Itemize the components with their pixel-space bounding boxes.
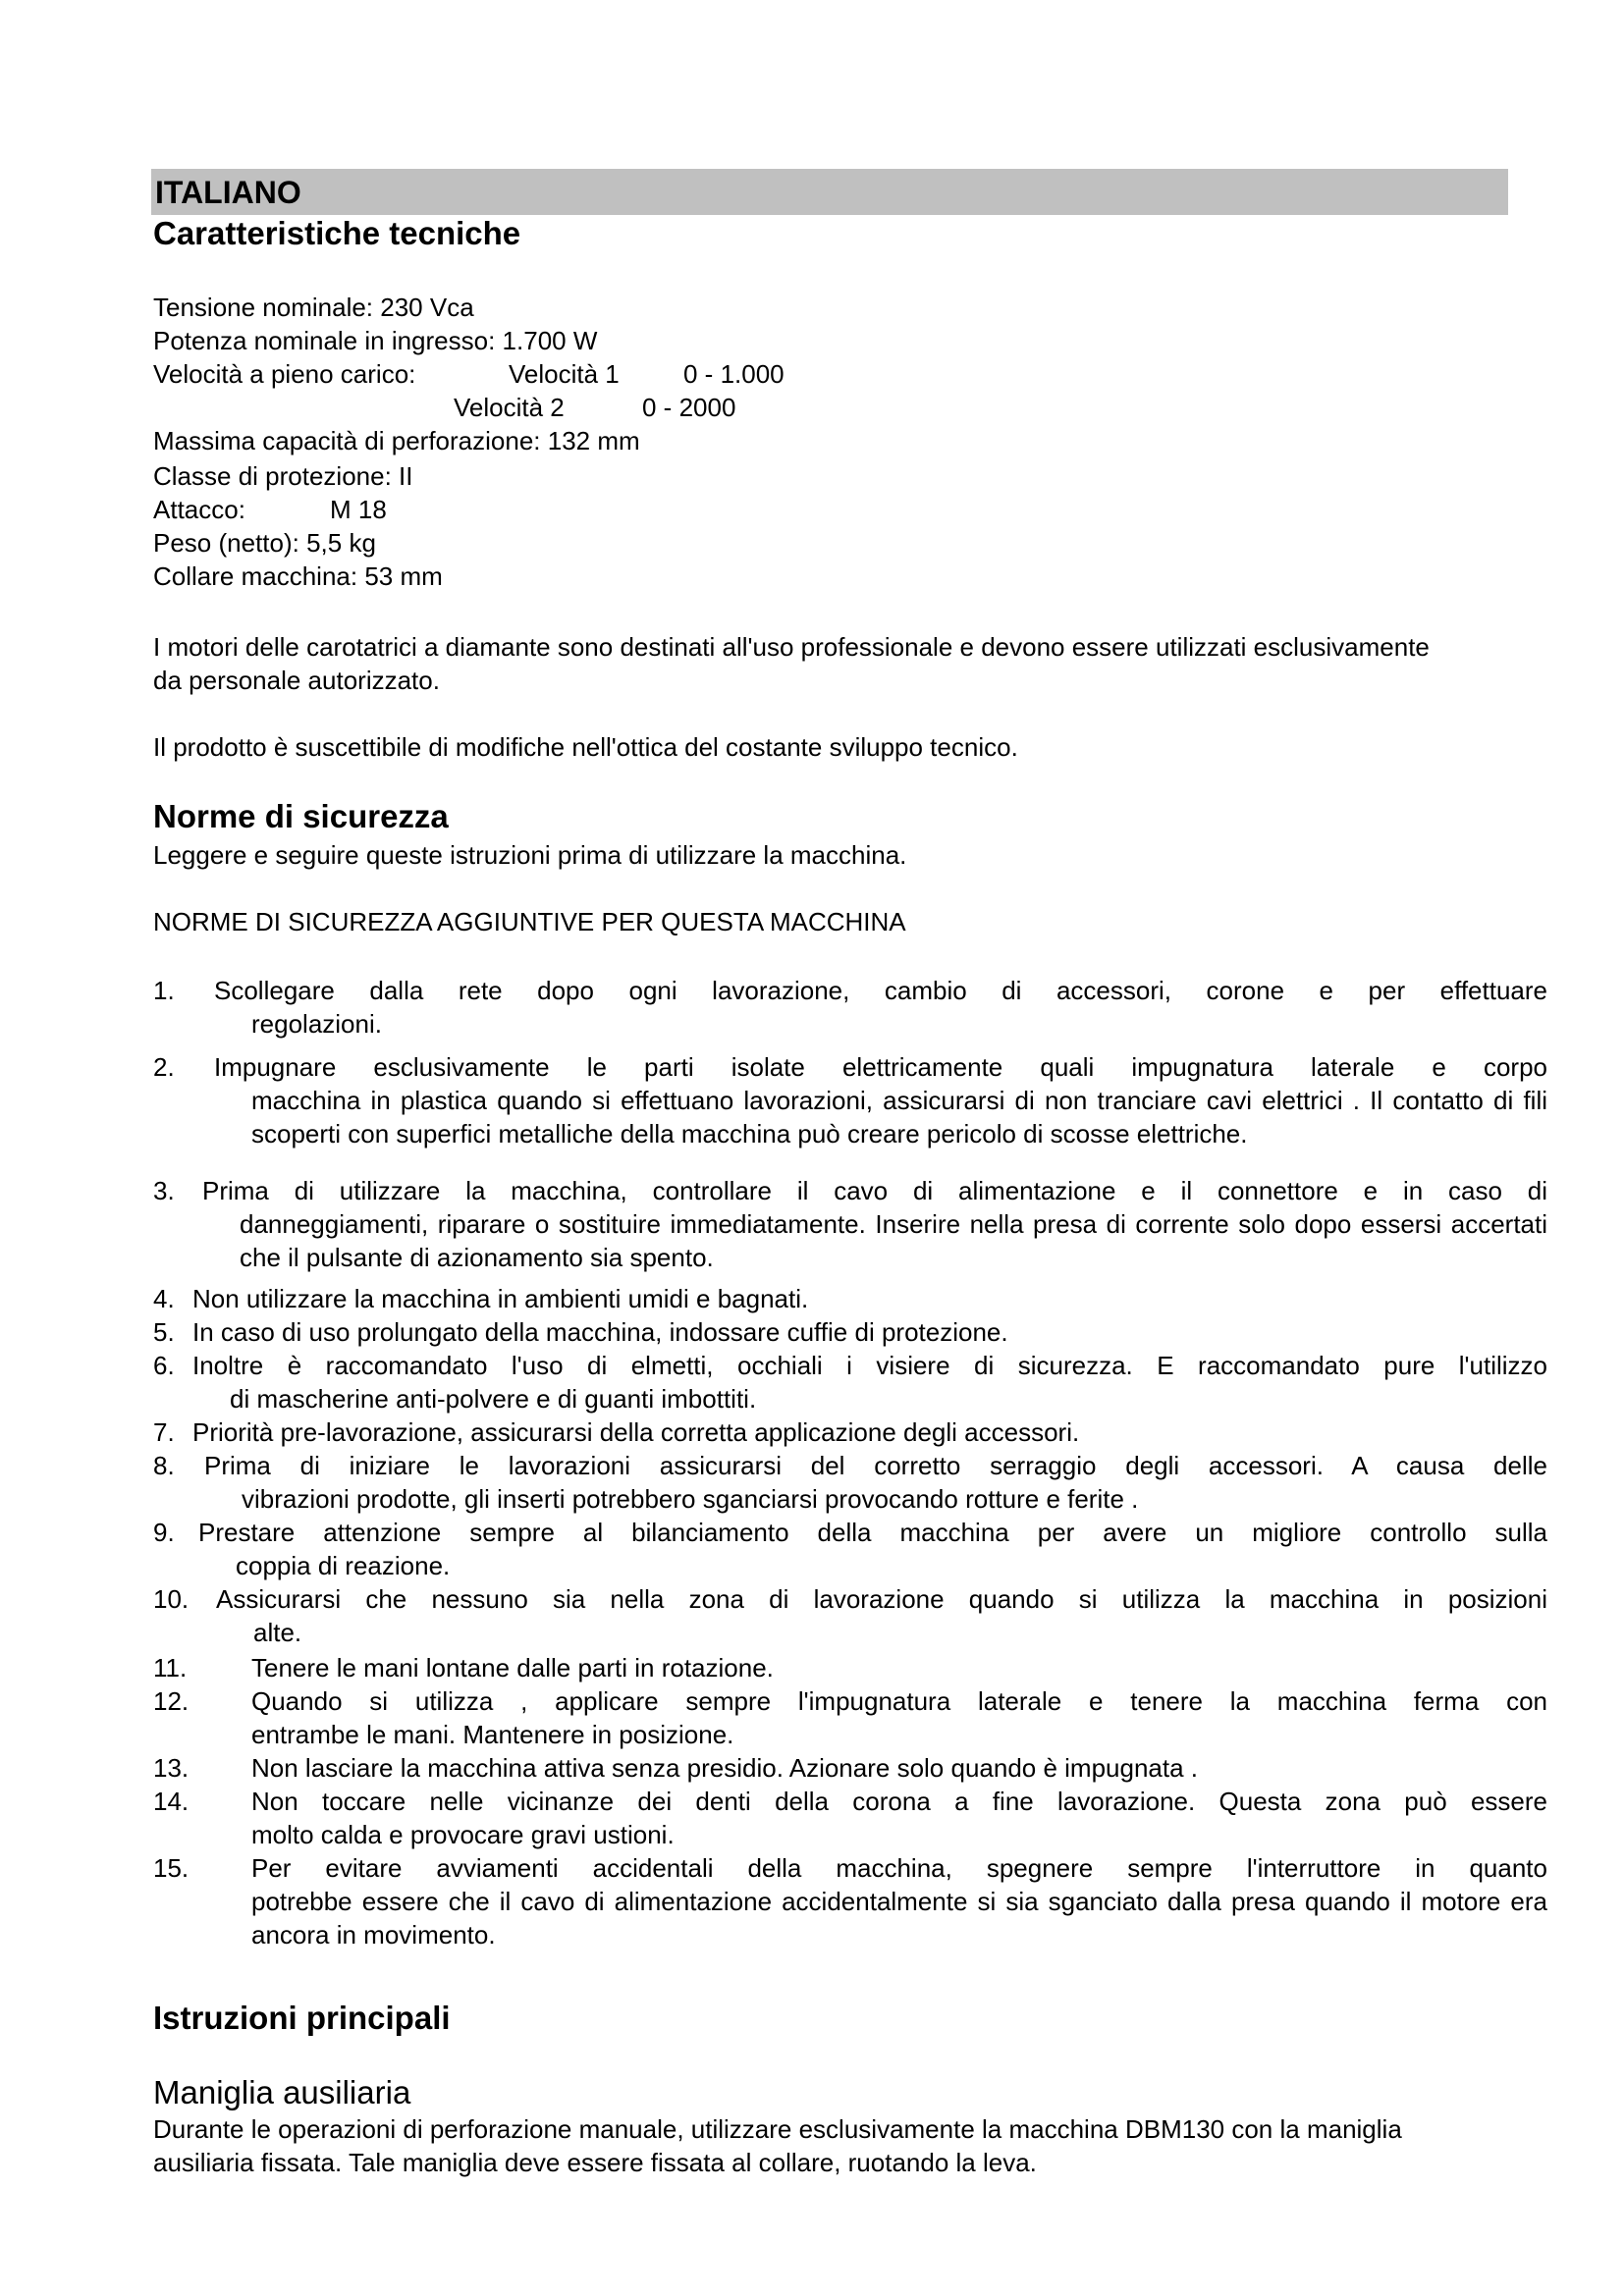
- safety-item-number: 6.: [153, 1351, 175, 1380]
- safety-item-text: [204, 1449, 1547, 1516]
- spec-speed1-value: 0 - 1.000: [683, 359, 785, 389]
- safety-item-text: [214, 974, 1547, 1041]
- safety-item-text: [251, 1785, 1547, 1851]
- spec-weight: Peso (netto): 5,5 kg: [153, 528, 376, 558]
- spec-voltage: Tensione nominale: 230 Vca: [153, 293, 474, 322]
- spec-speed-label: Velocità a pieno carico:: [153, 359, 416, 389]
- instructions-heading: Istruzioni principali: [153, 2000, 451, 2036]
- safety-item-number: 4.: [153, 1284, 175, 1313]
- safety-item-number: 13.: [153, 1753, 189, 1783]
- safety-item-text: [198, 1516, 1547, 1582]
- safety-item-first-line: Per evitare avviamenti accidentali della macchina, spegnere sempre l'interruttore in quanto: [251, 1853, 1547, 1883]
- safety-item-first-line: Prima di utilizzare la macchina, controllare il cavo di alimentazione e il connettore e in caso di: [202, 1176, 1547, 1205]
- safety-item-first-line: Prestare attenzione sempre al bilanciamento della macchina per avere un migliore controllo sulla: [198, 1518, 1547, 1547]
- safety-item-continuation: di mascherine anti-polvere e di guanti imbottiti.: [230, 1384, 757, 1414]
- spec-power: Potenza nominale in ingresso: 1.700 W: [153, 326, 598, 355]
- safety-item-number: 5.: [153, 1317, 175, 1347]
- safety-item-text: [192, 1282, 1547, 1315]
- safety-item-continuation: molto calda e provocare gravi ustioni.: [251, 1820, 675, 1849]
- spec-speed-row-1: [153, 357, 415, 391]
- spec-protection: Classe di protezione: II: [153, 461, 413, 491]
- safety-item-number: 12.: [153, 1686, 189, 1716]
- safety-item-continuation: entrambe le mani. Mantenere in posizione.: [251, 1720, 734, 1749]
- specs-heading: Caratteristiche tecniche: [153, 215, 521, 251]
- spec-attachment-label: Attacco:: [153, 495, 245, 524]
- language-label: ITALIANO: [155, 175, 301, 210]
- spec-speed2-value: 0 - 2000: [642, 393, 736, 422]
- safety-item-continuation: danneggiamenti, riparare o sostituire immediatamente. Inserire nella presa di corrente solo dopo essersi accertati che il pulsante di azionamento sia spento.: [240, 1209, 1547, 1272]
- intro-paragraph-1: I motori delle carotatrici a diamante sono destinati all'uso professionale e devono essere utilizzati esclusivamente da personale autorizzato.: [153, 632, 1430, 695]
- spec-capacity: Massima capacità di perforazione: 132 mm: [153, 426, 640, 455]
- safety-intro: Leggere e seguire queste istruzioni prima di utilizzare la macchina.: [153, 840, 907, 870]
- safety-item-continuation: coppia di reazione.: [236, 1551, 451, 1580]
- spec-collar: Collare macchina: 53 mm: [153, 561, 443, 591]
- safety-item-text: [192, 1349, 1547, 1415]
- safety-item-first-line: Scollegare dalla rete dopo ogni lavorazione, cambio di accessori, corone e per effettuare: [214, 976, 1547, 1005]
- safety-item-continuation: potrebbe essere che il cavo di alimentazione accidentalmente si sia sganciato dalla presa quando il motore era ancora in movimento.: [251, 1887, 1547, 1949]
- safety-subheading: NORME DI SICUREZZA AGGIUNTIVE PER QUESTA MACCHINA: [153, 907, 906, 936]
- safety-item-first-line: Non lasciare la macchina attiva senza presidio. Azionare solo quando è impugnata .: [251, 1753, 1199, 1783]
- safety-item-number: 9.: [153, 1518, 175, 1547]
- safety-item-first-line: Priorità pre-lavorazione, assicurarsi della corretta applicazione degli accessori.: [192, 1417, 1080, 1447]
- language-bar: [151, 169, 1508, 215]
- spec-speed1-label: Velocità 1: [509, 359, 620, 389]
- safety-item-number: 8.: [153, 1451, 175, 1480]
- safety-item-text: [192, 1315, 1547, 1349]
- safety-item-text: [214, 1050, 1547, 1150]
- safety-item-first-line: Tenere le mani lontane dalle parti in rotazione.: [251, 1653, 774, 1682]
- safety-item-text: [251, 1751, 1547, 1785]
- safety-item-continuation: alte.: [253, 1618, 302, 1647]
- safety-item-number: 11.: [153, 1653, 188, 1682]
- safety-item-text: [192, 1415, 1547, 1449]
- safety-item-first-line: Prima di iniziare le lavorazioni assicurarsi del corretto serraggio degli accessori. A causa delle: [204, 1451, 1547, 1480]
- safety-item-text: [202, 1174, 1547, 1274]
- safety-item-text: [251, 1651, 1547, 1684]
- safety-item-number: 10.: [153, 1584, 189, 1614]
- intro-paragraph-2: Il prodotto è suscettibile di modifiche nell'ottica del costante sviluppo tecnico.: [153, 732, 1018, 762]
- instructions-subheading: Maniglia ausiliaria: [153, 2074, 411, 2110]
- safety-item-number: 15.: [153, 1853, 189, 1883]
- safety-item-first-line: Inoltre è raccomandato l'uso di elmetti, occhiali i visiere di sicurezza. E raccomandato pure l'utilizzo: [192, 1351, 1547, 1380]
- spec-attachment-value: M 18: [330, 495, 387, 524]
- safety-item-first-line: Non utilizzare la macchina in ambienti umidi e bagnati.: [192, 1284, 809, 1313]
- instructions-text: Durante le operazioni di perforazione manuale, utilizzare esclusivamente la macchina DBM130 con la maniglia ausiliaria fissata. Tale maniglia deve essere fissata al collare, ruotando la leva.: [153, 2114, 1402, 2177]
- safety-item-first-line: Quando si utilizza , applicare sempre l'impugnatura laterale e tenere la macchina ferma con: [251, 1686, 1547, 1716]
- safety-item-text: [251, 1684, 1547, 1751]
- safety-heading: Norme di sicurezza: [153, 798, 449, 834]
- safety-item-first-line: In caso di uso prolungato della macchina, indossare cuffie di protezione.: [192, 1317, 1008, 1347]
- safety-item-continuation: macchina in plastica quando si effettuano lavorazioni, assicurarsi di non tranciare cavi elettrici . Il contatto di fili scoperti con superfici metalliche della macchina può creare pericolo di scosse elettriche.: [251, 1086, 1547, 1148]
- safety-item-number: 14.: [153, 1787, 189, 1816]
- safety-item-text: [216, 1582, 1547, 1649]
- safety-item-number: 3.: [153, 1176, 175, 1205]
- safety-item-first-line: Non toccare nelle vicinanze dei denti della corona a fine lavorazione. Questa zona può essere: [251, 1787, 1547, 1816]
- safety-item-continuation: vibrazioni prodotte, gli inserti potrebbero sganciarsi provocando rotture e ferite .: [242, 1484, 1139, 1514]
- safety-item-number: 1.: [153, 976, 175, 1005]
- safety-item-first-line: Impugnare esclusivamente le parti isolate elettricamente quali impugnatura laterale e corpo: [214, 1052, 1547, 1082]
- safety-item-number: 2.: [153, 1052, 175, 1082]
- safety-item-first-line: Assicurarsi che nessuno sia nella zona di lavorazione quando si utilizza la macchina in posizioni: [216, 1584, 1547, 1614]
- safety-item-continuation: regolazioni.: [251, 1009, 382, 1039]
- safety-item-text: [251, 1851, 1547, 1951]
- safety-item-number: 7.: [153, 1417, 175, 1447]
- spec-speed2-label: Velocità 2: [454, 393, 565, 422]
